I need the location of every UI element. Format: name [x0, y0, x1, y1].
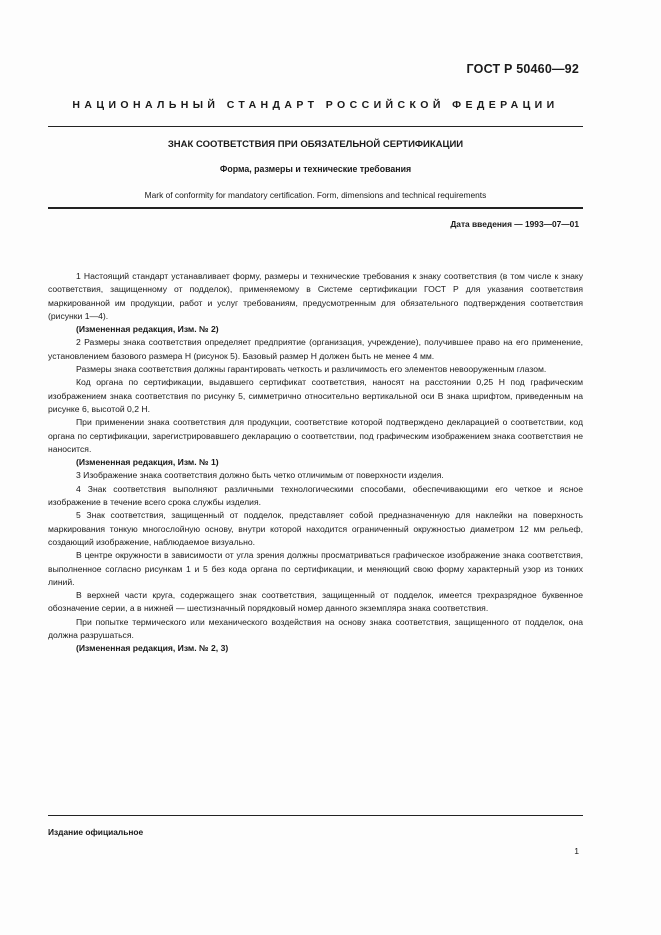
main-title: ЗНАК СООТВЕТСТВИЯ ПРИ ОБЯЗАТЕЛЬНОЙ СЕРТИФИКАЦИИ [167, 139, 464, 150]
amendment-note: (Измененная редакция, Изм. № 1) [76, 457, 219, 468]
introduction-date: Дата введения — 1993—07—01 [450, 219, 579, 229]
sub-title: Форма, размеры и технические требования [219, 164, 412, 174]
body-paragraph: В верхней части круга, содержащего знак соответствия, защищенный от подделок, имеется трехразрядное буквенное обозначение серии, а в нижней — шестизначный порядковый номер данного экземпляра знака соответствия. [48, 590, 583, 614]
national-standard-title: НАЦИОНАЛЬНЫЙ СТАНДАРТ РОССИЙСКОЙ ФЕДЕРАЦИИ [72, 99, 559, 111]
body-paragraph: При применении знака соответствия для продукции, соответствие которой подтверждено декларацией о соответствии, код органа по сертификации, зарегистрировавшего декларацию о соответствии, под графическим изображением знака соответствия не наносится. [48, 417, 583, 454]
amendment-note: (Измененная редакция, Изм. № 2) [76, 324, 219, 335]
page-number: 1 [574, 846, 579, 856]
body-paragraph: 4 Знак соответствия выполняют различными технологическими способами, обеспечивающими его четкое и ясное изображение в течение всего срока службы изделия. [48, 483, 583, 508]
footer-divider [48, 815, 583, 816]
header-divider [48, 126, 583, 127]
body-paragraph: Код органа по сертификации, выдавшего сертификат соответствия, наносят на расстоянии 0,25 Н под графическим изображением знака соответствия по рисунку 5, симметрично относительно вертикальной оси В знака шрифтом, приведенным на рисунке 6, высотой 0,2 Н. [48, 377, 583, 414]
body-paragraph: Размеры знака соответствия должны гарантировать четкость и различимость его элементов невооруженным глазом. [76, 364, 547, 375]
body-paragraph: 1 Настоящий стандарт устанавливает форму, размеры и технические требования к знаку соответствия (в том числе к знаку соответствия, защищенному от подделок), применяемому в Системе сертификации ГОСТ Р для указания соответствия маркированной им продукции, работ и услуг требованиям, предусмотренным для обязательного подтверждения соответствия (рисунки 1—4). [48, 271, 583, 321]
amendment-note: (Измененная редакция, Изм. № 2, 3) [76, 643, 229, 654]
english-title: Mark of conformity for mandatory certification. Form, dimensions and technical requirements [144, 190, 487, 200]
body-paragraph: При попытке термического или механического воздействия на основу знака соответствия, защищенного от подделок, она должна разрушаться. [48, 616, 583, 641]
edition-label: Издание официальное [48, 827, 144, 837]
body-paragraph: 5 Знак соответствия, защищенный от подделок, представляет собой предназначенную для наклейки на поверхность маркирования тонкую многослойную основу, внутри которой находится ограниченный окружностью диаметром 12 мм рельеф, создающий изображение, наблюдаемое визуально. [48, 510, 583, 547]
body-paragraph: 2 Размеры знака соответствия определяет предприятие (организация, учреждение), получившее право на его применение, установлением базового размера Н (рисунок 5). Базовый размер Н должен быть не менее 4 мм. [48, 337, 583, 361]
document-code: ГОСТ Р 50460—92 [466, 62, 579, 76]
body-paragraph: 3 Изображение знака соответствия должно быть четко отличимым от поверхности изделия. [76, 470, 444, 481]
title-divider [48, 207, 583, 209]
body-paragraph: В центре окружности в зависимости от угла зрения должны просматриваться графическое изображение знака соответствия, выполненное согласно рисункам 1 и 5 без кода органа по сертификации, и меняющий свою форму характерный узор из тонких линий. [48, 550, 583, 587]
document-body [48, 270, 583, 656]
